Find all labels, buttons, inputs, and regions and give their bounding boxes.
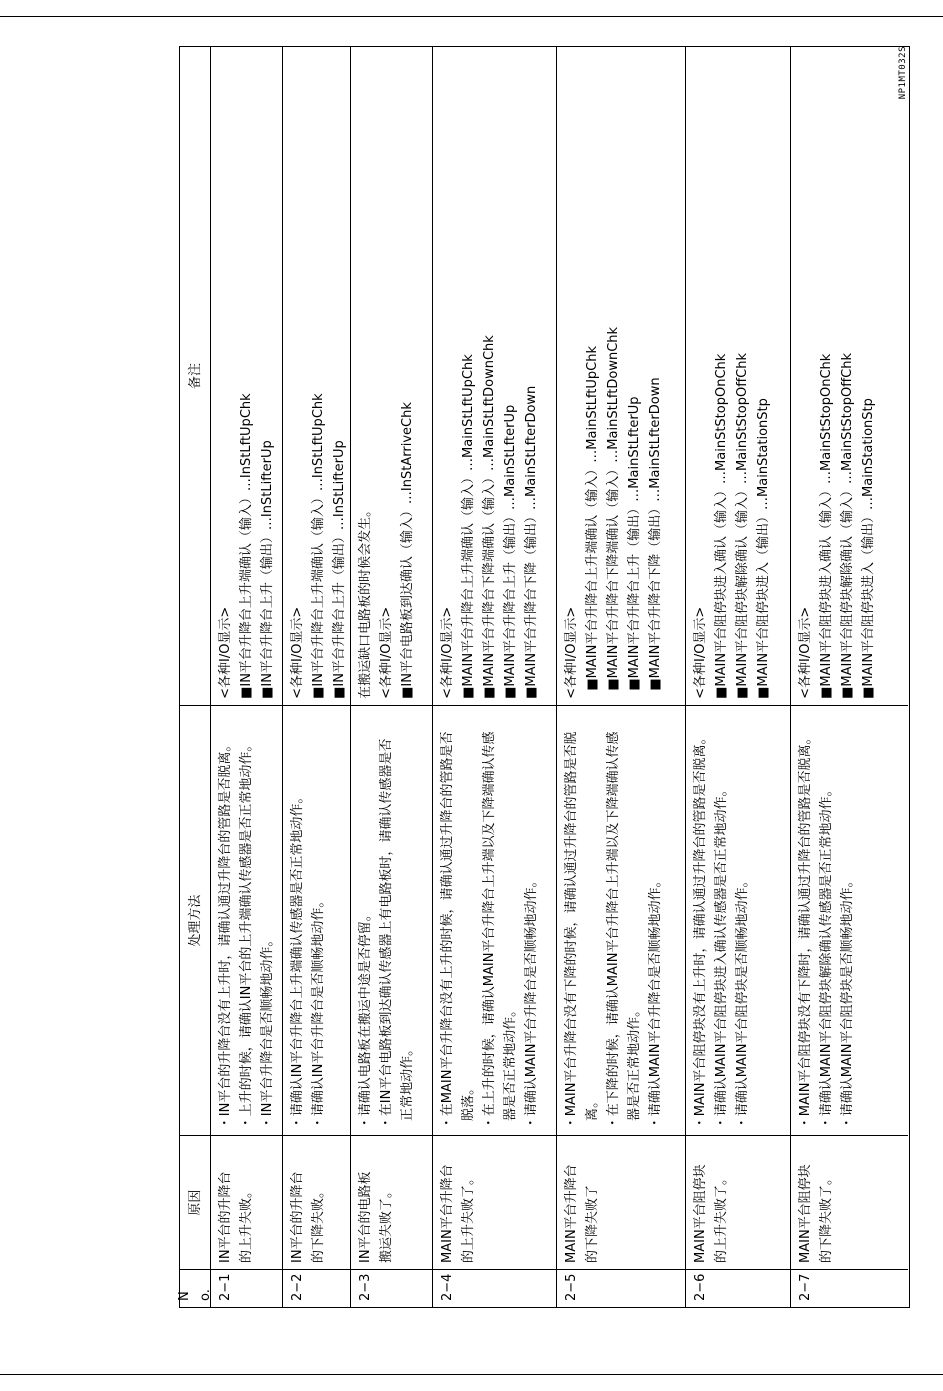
note-cell-line: ■IN平台升降台上升端确认（输入）…InStLftUpChk (239, 393, 254, 699)
note-cell-line: ■MAIN平台阻停块进入确认（输入）…MainStStopOnChk (819, 353, 834, 699)
table-row (350, 47, 432, 1307)
cause-cell (351, 1136, 432, 1270)
note-cell-line: ■MAIN平台升降台上升端确认（输入）…MainStLftUpChk (585, 346, 600, 699)
cause-cell-line: 的上升失败。 (239, 1184, 254, 1263)
cause-cell (686, 1136, 790, 1270)
bottom-rule (0, 1374, 943, 1375)
note-cell-line: ■MAIN平台升降台下降端确认（输入）…MainStLftDownChk (482, 335, 497, 699)
method-cell-line: 器是否正常地动作。 (627, 1003, 642, 1130)
note-cell-line: ■MAIN平台升降台下降（输出）…MainStLfterDown (648, 377, 663, 699)
note-cell-line: <各种I/O显示> (290, 606, 305, 699)
method-cell-line: ・上升的时候，请确认IN平台的上升端确认传感器是否正常地动作。 (239, 738, 254, 1130)
method-cell (686, 706, 790, 1136)
cause-cell-line: MAIN平台阻停块 (693, 1164, 708, 1263)
cause-cell-line: 的下降失败了 (585, 1184, 600, 1263)
cause-cell (211, 1136, 282, 1270)
note-cell (557, 47, 685, 706)
cause-cell-line: IN平台的升降台 (290, 1171, 305, 1263)
note-cell-line: ■MAIN平台升降台上升（输出）…MainStLfterUp (627, 396, 642, 699)
note-cell-line: ■MAIN平台阻停块解除确认（输入）…MainStStopOffChk (735, 352, 750, 699)
method-cell-line: ・请确认MAIN平台阻停块解除确认传感器是否正常地动作。 (819, 783, 834, 1130)
cause-cell (283, 1136, 350, 1270)
note-cell-line: <各种I/O显示> (379, 606, 394, 699)
cause-cell (557, 1136, 685, 1270)
note-cell (351, 47, 432, 706)
note-cell (211, 47, 282, 706)
cause-cell-line: 的上升失败了。 (714, 1171, 729, 1263)
table-row (432, 47, 556, 1307)
cause-cell-line: IN平台的电路板 (358, 1171, 373, 1263)
troubleshooting-table (179, 46, 910, 1308)
method-cell-line: ・在IN平台电路板到达确认传感器上有电路板时，请确认传感器是否 (379, 738, 394, 1130)
cause-cell-line: MAIN平台阻停块 (798, 1164, 813, 1263)
table-row (685, 47, 790, 1307)
note-cell-line: ■IN平台升降台上升（输出）…InStLifterUp (260, 440, 275, 699)
row-number: 2−4 (440, 1273, 455, 1301)
top-rule (0, 16, 943, 17)
note-cell-line: ■MAIN平台阻停块解除确认（输入）…MainStStopOffChk (840, 352, 855, 699)
method-cell (791, 706, 908, 1136)
note-cell-line: ■MAIN平台升降台上升（输出）…MainStLfterUp (503, 404, 518, 699)
note-cell (686, 47, 790, 706)
table-header-row (177, 47, 213, 1307)
method-cell-line: ・请确认IN平台升降台上升端确认传感器是否正常地动作。 (290, 790, 305, 1130)
note-cell-line: <各种I/O显示> (564, 606, 579, 699)
method-cell-line: ・IN平台的升降台没有上升时，请确认通过升降台的管路是否脱离。 (218, 738, 233, 1130)
method-cell-line: 正常地动作。 (400, 1042, 415, 1130)
note-cell-line: <各种I/O显示> (218, 606, 233, 699)
note-cell-line: ■MAIN平台升降台上升端确认（输入）…MainStLftUpChk (461, 354, 476, 699)
note-cell-line: <各种I/O显示> (440, 606, 455, 699)
note-cell-line: ■MAIN平台阻停块进入确认（输入）…MainStStopOnChk (714, 353, 729, 699)
method-cell-line: ・请确认MAIN平台阻停块是否顺畅地动作。 (735, 874, 750, 1130)
note-cell-line: ■MAIN平台阻停块进入（输出）…MainStationStp (756, 398, 771, 699)
row-number: 2−6 (693, 1273, 708, 1301)
method-cell-line: ・请确认IN平台升降台是否顺畅地动作。 (311, 894, 326, 1130)
cause-cell-line: 的下降失败。 (311, 1184, 326, 1263)
header-method: 处理方法 (180, 706, 210, 1136)
header-cause: 原因 (180, 1136, 210, 1270)
row-number: 2−1 (218, 1273, 233, 1301)
note-cell-line: ■MAIN平台升降台下降端确认（输入）…MainStLftDownChk (606, 326, 621, 699)
method-cell (211, 706, 282, 1136)
row-number: 2−2 (290, 1273, 305, 1301)
method-cell (351, 706, 432, 1136)
table-row (210, 47, 282, 1307)
cause-cell-line: 的下降失败了。 (819, 1171, 834, 1263)
note-cell-line: ■IN平台升降台上升（输出）…InStLifterUp (332, 440, 347, 699)
cause-cell (791, 1136, 908, 1270)
method-cell-line: ・MAIN平台阻停块没有下降时，请确认通过升降台的管路是否脱离。 (798, 731, 813, 1130)
method-cell-line: 离。 (585, 1094, 600, 1130)
method-cell-line: ・IN平台升降台是否顺畅地动作。 (260, 933, 275, 1130)
method-cell-line: 器是否正常地动作。 (503, 1003, 518, 1130)
cause-cell-line: MAIN平台升降台 (564, 1164, 579, 1263)
note-cell (433, 47, 556, 706)
cause-cell-line: 的上升失败了。 (461, 1171, 476, 1263)
table-row (790, 47, 908, 1307)
note-cell-line: ■MAIN平台升降台下降（输出）…MainStLfterDown (524, 385, 539, 699)
row-number: 2−5 (564, 1273, 579, 1301)
method-cell-line: ・请确认MAIN平台阻停块是否顺畅地动作。 (840, 874, 855, 1130)
row-number: 2−3 (358, 1273, 373, 1301)
method-cell (557, 706, 685, 1136)
method-cell-line: ・MAIN平台升降台没有下降的时候，请确认通过升降台的管路是否脱 (564, 731, 579, 1130)
cause-cell-line: 搬运失败了。 (379, 1184, 394, 1263)
cause-cell-line: IN平台的升降台 (218, 1171, 233, 1263)
method-cell-line: ・MAIN平台阻停块没有上升时，请确认通过升降台的管路是否脱离。 (693, 731, 708, 1130)
header-note: 备注 (180, 47, 210, 706)
method-cell-line: ・在上升的时候，请确认MAIN平台升降台上升端以及下降端确认传感 (482, 731, 497, 1130)
note-cell (791, 47, 908, 706)
method-cell-line: ・在下降的时候，请确认MAIN平台升降台上升端以及下降端确认传感 (606, 731, 621, 1130)
method-cell-line: ・请确认MAIN平台升降台是否顺畅地动作。 (524, 874, 539, 1130)
table-row (282, 47, 350, 1307)
method-cell-line: ・在MAIN平台升降台没有上升的时候，请确认通过升降台的管路是否 (440, 731, 455, 1130)
method-cell-line: ・请确认电路板在搬运中途是否停留。 (358, 908, 373, 1130)
note-cell-line: ■IN平台电路板到达确认（输入）…InStArriveChk (400, 402, 415, 699)
note-cell-line: <各种I/O显示> (693, 606, 708, 699)
method-cell (433, 706, 556, 1136)
method-cell-line: ・请确认MAIN平台阻停块进入确认传感器是否正常地动作。 (714, 783, 729, 1130)
cause-cell (433, 1136, 556, 1270)
method-cell-line: 脱落。 (461, 1081, 476, 1130)
note-cell-line: 在搬运缺口电路板的时候会发生。 (358, 503, 373, 699)
row-number: 2−7 (798, 1273, 813, 1301)
header-no: N o. (177, 1289, 213, 1301)
document-code: NP1MT032S (898, 46, 908, 100)
note-cell-line: ■MAIN平台阻停块进入（输出）…MainStationStp (861, 398, 876, 699)
table-row (556, 47, 685, 1307)
note-cell-line: ■IN平台升降台上升端确认（输入）…InStLftUpChk (311, 393, 326, 699)
note-cell (283, 47, 350, 706)
cause-cell-line: MAIN平台升降台 (440, 1164, 455, 1263)
note-cell-line: <各种I/O显示> (798, 606, 813, 699)
method-cell (283, 706, 350, 1136)
method-cell-line: ・请确认MAIN平台升降台是否顺畅地动作。 (648, 874, 663, 1130)
